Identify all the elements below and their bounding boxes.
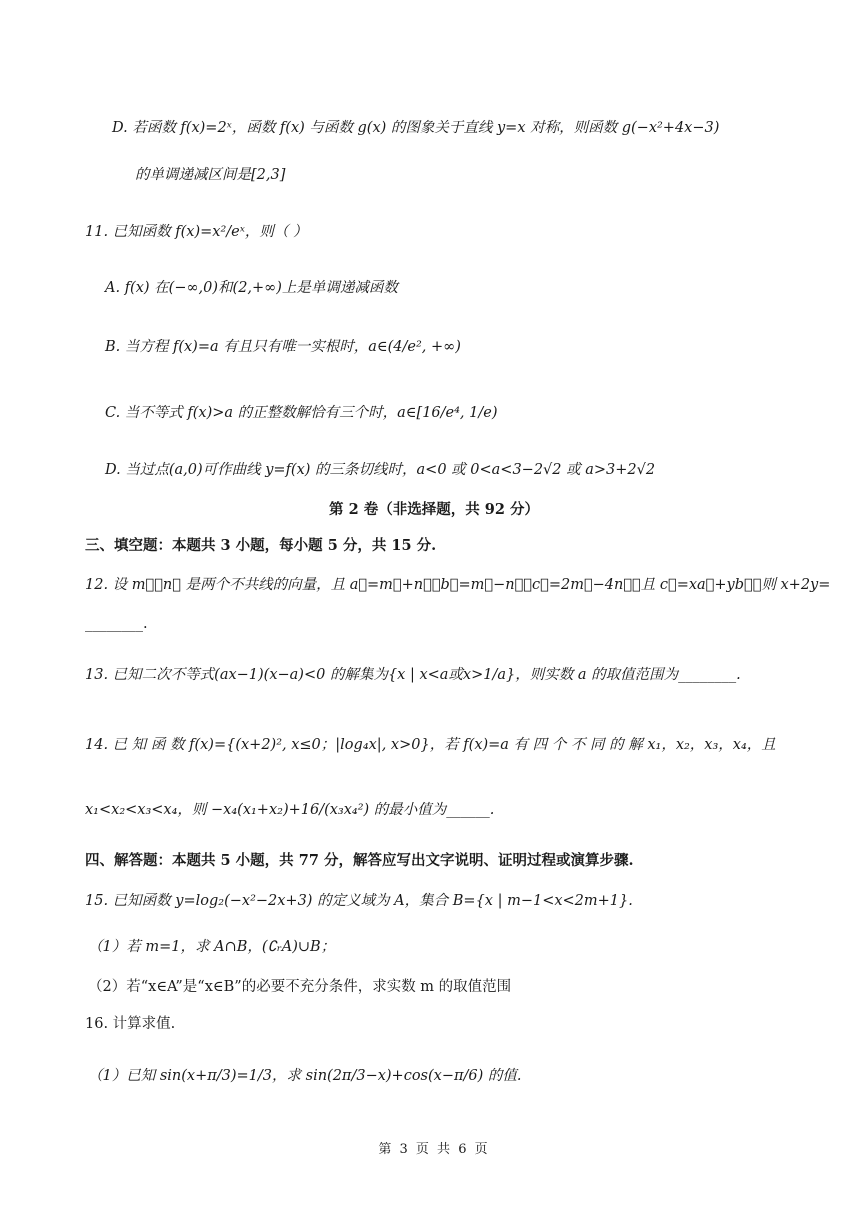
q12-stem: 12. 设 m⃗，n⃗ 是两个不共线的向量，且 a⃗=m⃗+n⃗，b⃗=m⃗−n⃗，c⃗=2m⃗−4n⃗，且 c⃗=xa⃗+yb⃗，则 x+2y= (85, 577, 831, 593)
q11-option-c: C. 当不等式 f(x)>a 的正整数解恰有三个时，a∈[16/e⁴, 1/e) (105, 405, 498, 421)
q13-stem: 13. 已知二次不等式(ax−1)(x−a)<0 的解集为{x | x<a或x>1/a}，则实数 a 的取值范围为________. (85, 667, 741, 683)
q14-stem-line2: x₁<x₂<x₃<x₄，则 −x₄(x₁+x₂)+16/(x₃x₄²) 的最小值为______. (85, 802, 495, 818)
q15-stem: 15. 已知函数 y=log₂(−x²−2x+3) 的定义域为 A，集合 B={x | m−1<x<2m+1}. (85, 893, 633, 909)
q11-option-d: D. 当过点(a,0)可作曲线 y=f(x) 的三条切线时，a<0 或 0<a<3−2√2 或 a>3+2√2 (105, 462, 656, 478)
q10-option-d-line2: 的单调递减区间是[2,3] (135, 167, 286, 183)
section-3-heading: 三、填空题：本题共 3 小题，每小题 5 分，共 15 分. (85, 537, 437, 554)
q15-part1: （1）若 m=1，求 A∩B，(∁ᵣA)∪B； (88, 939, 336, 955)
q11-option-b: B. 当方程 f(x)=a 有且只有唯一实根时，a∈(4/e², +∞) (105, 339, 461, 355)
q14-stem-line1: 14. 已 知 函 数 f(x)={(x+2)², x≤0；|log₄x|, x>0}，若 f(x)=a 有 四 个 不 同 的 解 x₁，x₂，x₃，x₄，且 (85, 737, 776, 753)
q15-part2: （2）若“x∈A”是“x∈B”的必要不充分条件，求实数 m 的取值范围 (88, 979, 512, 995)
q11-stem: 11. 已知函数 f(x)=x²/eˣ，则（ ） (85, 224, 308, 240)
section-volume-2-title: 第 2 卷（非选择题，共 92 分） (329, 501, 539, 518)
q16-stem: 16. 计算求值. (85, 1016, 176, 1032)
q16-part1: （1）已知 sin(x+π/3)=1/3，求 sin(2π/3−x)+cos(x−π/6) 的值. (88, 1068, 522, 1084)
q10-option-d-line1: D. 若函数 f(x)=2ˣ，函数 f(x) 与函数 g(x) 的图象关于直线 y=x 对称，则函数 g(−x²+4x−3) (112, 120, 720, 136)
page-footer: 第 3 页 共 6 页 (378, 1142, 490, 1157)
q11-option-a: A. f(x) 在(−∞,0)和(2,+∞)上是单调递减函数 (105, 280, 398, 296)
q12-answer-blank: ________. (85, 616, 148, 632)
section-4-heading: 四、解答题：本题共 5 小题，共 77 分，解答应写出文字说明、证明过程或演算步骤. (85, 852, 634, 869)
